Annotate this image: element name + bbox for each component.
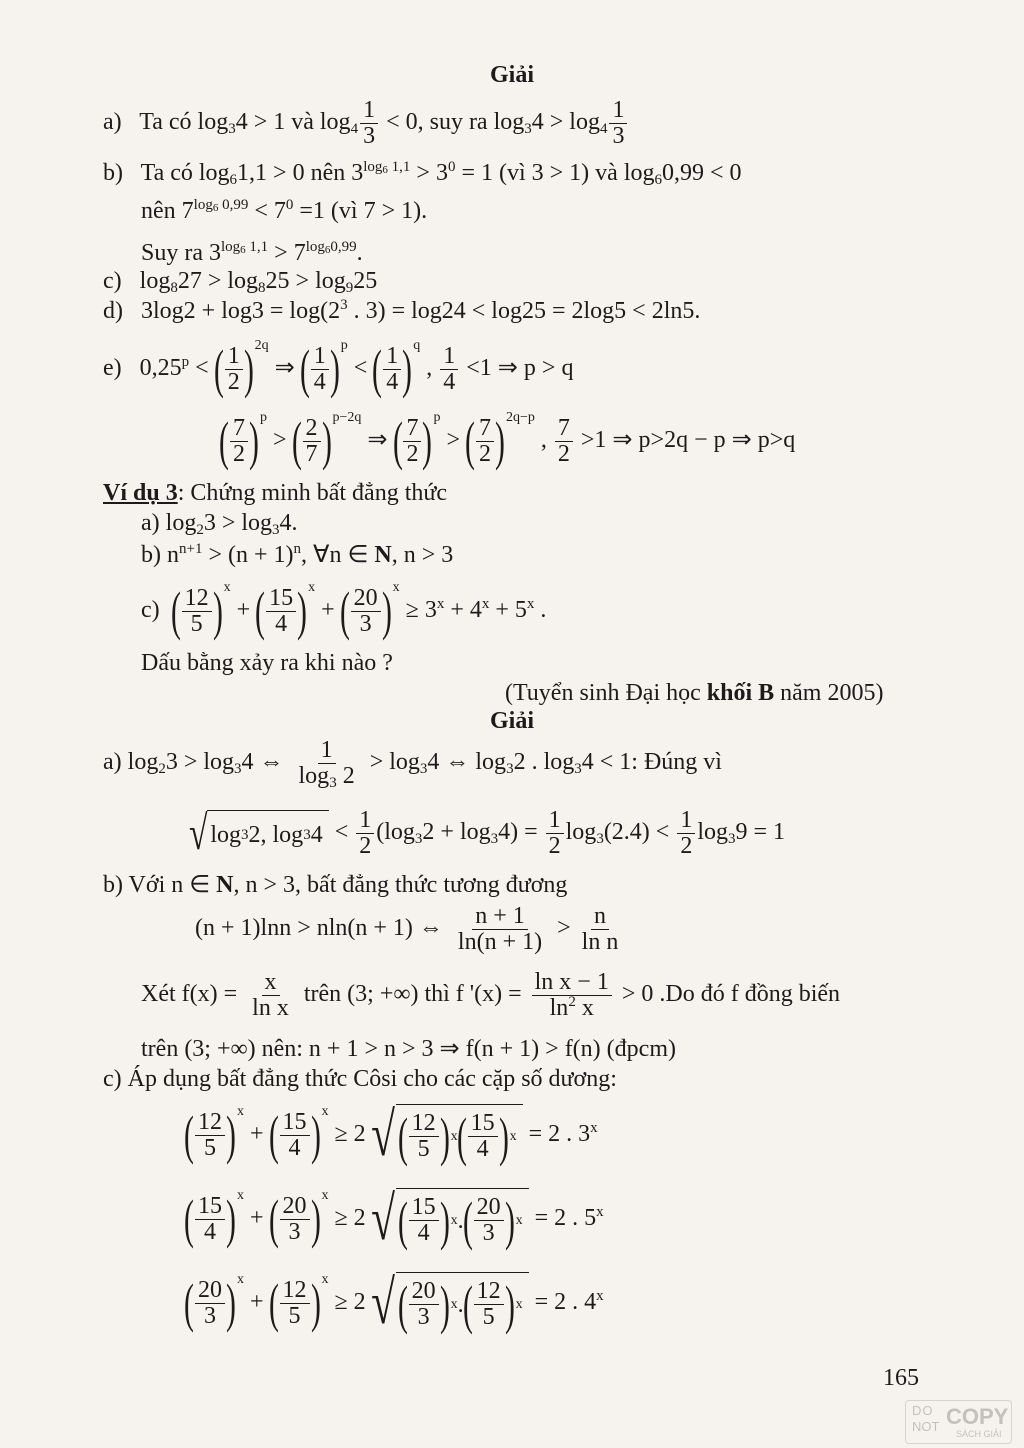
proof-a-line-2: √ log 3 2, log 3 4 < $\frac{1}{2}$ $(\log_32 + \log_34)$ = $\frac{1}{2}$ $\log_3(2.4)$ < $\frac{1}{2}$ $\log_39 = 1$ — [185, 808, 785, 859]
example-3-a: a) $\log_23 > \log_34$. — [141, 510, 298, 538]
solution-e-line-2: ( $\frac{7}{2}$ ) $^p$ > ( $\frac{2}{7}$ ) $^{p-2q}$ ⇒ ( $\frac{7}{2}$ ) $^p$ > ( $\frac{7}{2}$ ) $^{2q-p}$ , $\frac{7}{2}$ >1 ⇒ p>2q − p ⇒ p>q — [219, 410, 796, 472]
solution-d: d) $3\log 2 + \log 3 = \log(2^3$ . 3) = log24 < log25 = 2log5 < 2ln5. — [103, 297, 701, 324]
proof-b-line-3: Xét f(x) = $\frac{x}{\text{ln x}}$ trên (3; +∞) thì f '(x) = $\frac{\text{ln x − 1}}{\ln^2 x}$ > 0 .Do đó f đồng biến — [141, 969, 841, 1022]
fraction: $\frac{1}{3}$ — [609, 98, 627, 149]
proof-c-row-1: ( $\frac{12}{5}$ ) $^x$ + ( $\frac{15}{4}$ ) $^x$ ≥ 2 √ ( $\frac{12}{5}$ ) x ( $\frac{15}{4}$ ) x = 2 . 3$^x$ — [184, 1101, 598, 1170]
solution-b-line-2: nên $7^{log_6 0,99} < 7^0 =1$ (vì 7 > 1). — [141, 197, 428, 224]
proof-b-line-1: b) Với n ∈ N, n > 3, bất đẳng thức tương đương — [103, 872, 568, 898]
proof-c-row-2: ( $\frac{15}{4}$ ) $^x$ + ( $\frac{20}{3}$ ) $^x$ ≥ 2 √ ( $\frac{15}{4}$ ) x . ( $\frac{20}{3}$ ) x = 2 . 5$^x$ — [184, 1185, 604, 1254]
proof-b-line-2: (n + 1)lnn > nln(n + 1) ⇔ $\frac{n + 1}{\ln(n + 1)}$ > $\frac{n}{\text{ln n}}$ — [195, 903, 619, 956]
example-3-b: b) $n^{n+1} > (n + 1)^n$, ∀n ∈ N, n > 3 — [141, 541, 454, 568]
proof-c-intro: c) Áp dụng bất đẳng thức Côsi cho các cặp số dương: — [103, 1066, 617, 1092]
solution-b-line-3: Suy ra $3^{log_6 1,1} > 7^{log_60,99}$. — [141, 239, 363, 266]
proof-c-row-3: ( $\frac{20}{3}$ ) $^x$ + ( $\frac{12}{5}$ ) $^x$ ≥ 2 √ ( $\frac{20}{3}$ ) x . ( $\frac{12}{5}$ ) x = 2 . 4$^x$ — [184, 1269, 604, 1338]
sqrt: √ log 3 2, log 3 4 — [185, 810, 329, 858]
heading-solution-2: Giải — [489, 708, 534, 734]
solution-a: a) Ta có $\log_34 > 1$ và $\log_4$ $\frac{1}{3}$ < 0, suy ra $\log_34 > \log_4$ $\frac{1}{3}$ — [103, 98, 629, 149]
example-3-c: c) ( $\frac{12}{5}$ ) $^x$ + ( $\frac{15}{4}$ ) $^x$ + ( $\frac{20}{3}$ ) $^x \ge 3^x + 4^x + 5^x$ . — [141, 580, 547, 642]
proof-b-line-4: trên (3; +∞) nên: n + 1 > n > 3 ⇒ f(n + 1) > f(n) (đpcm) — [141, 1036, 676, 1062]
page-number: 165 — [883, 1365, 919, 1391]
heading-solution-1: Giải — [489, 62, 534, 88]
fraction: $\frac{1}{3}$ — [360, 98, 378, 149]
solution-b-line-1: b) Ta có $\log_61,1 > 0$ nên $3^{log_6 1,1} > 3^0 = 1$ (vì 3 > 1) và $\log_60,99 < 0$ — [103, 159, 742, 188]
example-3-title: Ví dụ 3: Chứng minh bất đẳng thức — [103, 480, 448, 506]
example-3-question: Dấu bằng xảy ra khi nào ? — [141, 650, 393, 676]
proof-a-line-1: a) $\log_23 > \log_34$ ⇔ $\frac{1}{\log_3 2}$ > $\log_34$ ⇔ $\log_32$ . $\log_34 < 1$: Đúng vì — [103, 737, 722, 792]
solution-c: c) $\log_827 > \log_825 > \log_925$ — [103, 268, 378, 296]
watermark-logo: DO NOT COPY SÁCH GIẢI — [905, 1400, 1012, 1444]
example-3-source: (Tuyển sinh Đại học khối B năm 2005) — [505, 680, 884, 706]
solution-e-line-1: e) $0,25^p$ < ( $\frac{1}{2}$ ) $^{2q}$ ⇒ ( $\frac{1}{4}$ ) $^p$ < ( $\frac{1}{4}$ ) $^q$ , $\frac{1}{4}$ <1 ⇒ p > q — [103, 338, 574, 400]
